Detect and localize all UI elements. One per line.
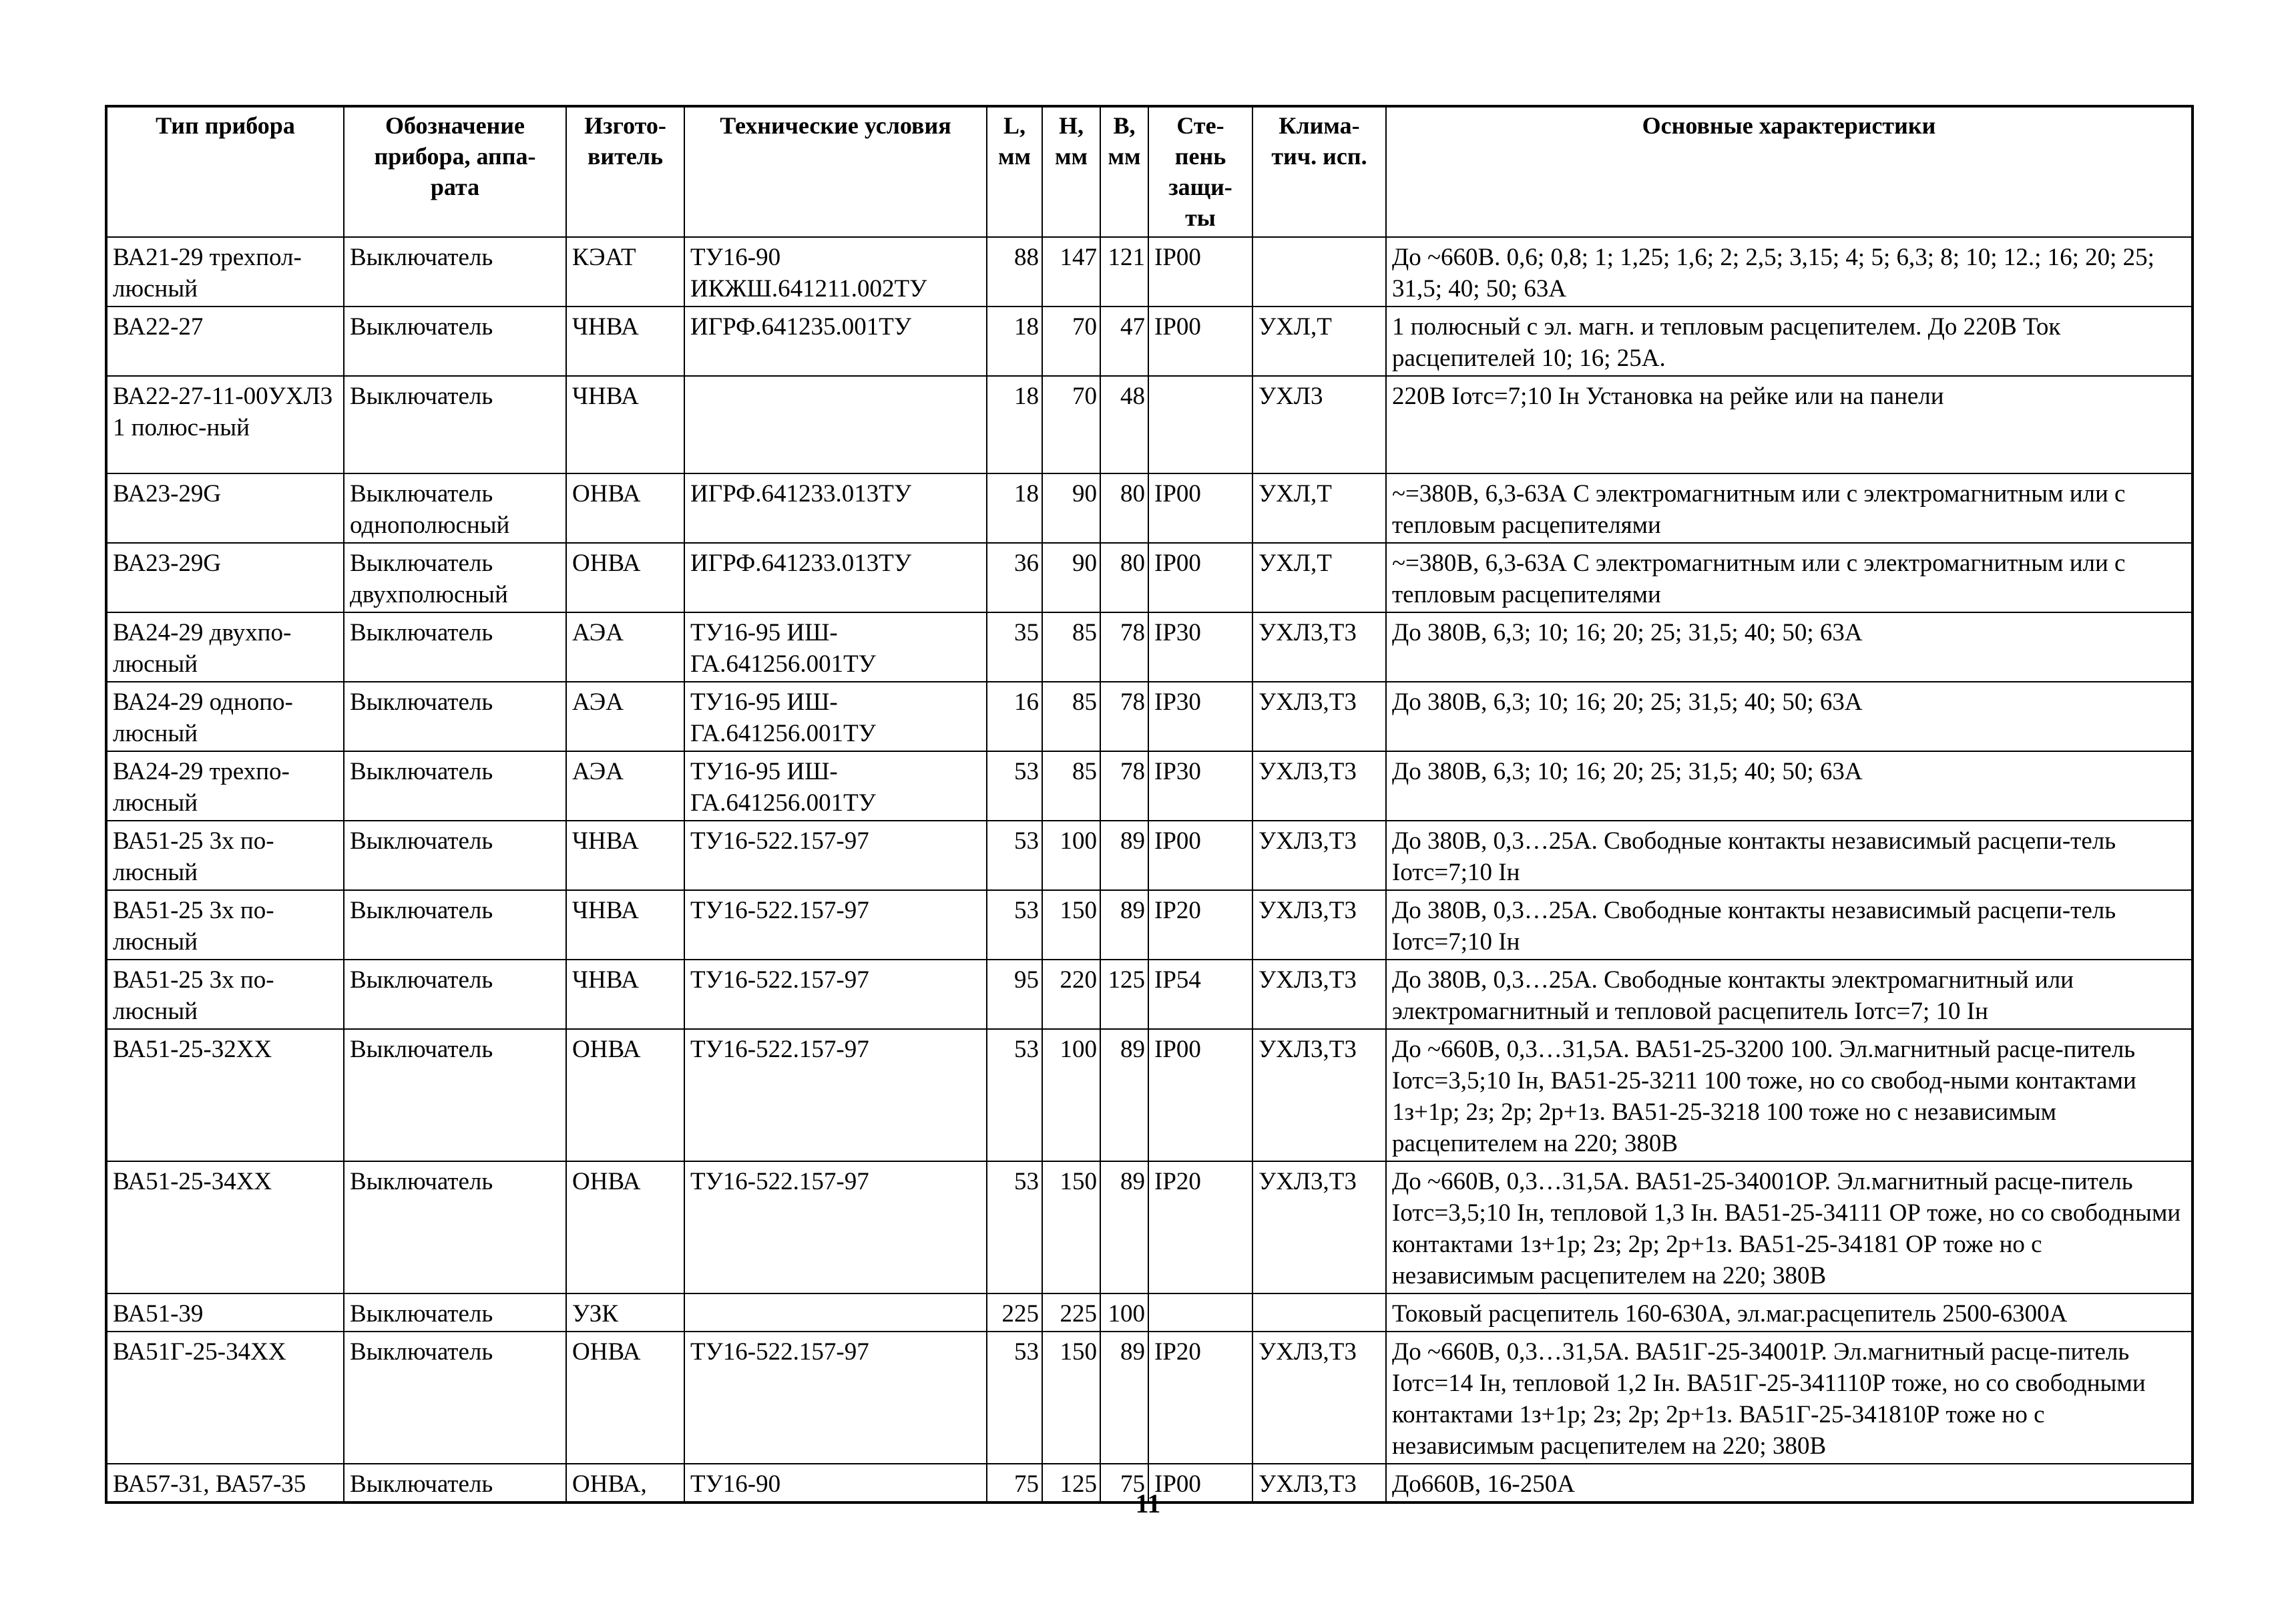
cell-b: 89: [1100, 1332, 1148, 1464]
cell-type: ВА24-29 двухпо-люсный: [106, 612, 344, 682]
cell-chars: 1 полюсный с эл. магн. и тепловым расцепителем. До 220В Ток расцепителей 10; 16; 25А.: [1386, 307, 2193, 376]
table-row: [106, 1161, 2193, 1293]
cell-l: 53: [987, 821, 1042, 890]
cell-type: ВА51-25 3х по-люсный: [106, 821, 344, 890]
cell-designation: Выключатель: [344, 1161, 566, 1293]
cell-maker: ЧНВА: [566, 960, 684, 1029]
header-tech: Технические условия: [684, 106, 987, 237]
cell-h: 100: [1042, 1029, 1100, 1161]
cell-h: 150: [1042, 1161, 1100, 1293]
cell-designation: Выключатель: [344, 1332, 566, 1464]
cell-designation: Выключатель: [344, 376, 566, 473]
cell-designation: Выключатель: [344, 237, 566, 307]
cell-ip: IP00: [1148, 821, 1252, 890]
table-row: [106, 612, 2193, 682]
cell-b: 121: [1100, 237, 1148, 307]
cell-h: 70: [1042, 307, 1100, 376]
cell-climate: УХЛ3,Т3: [1252, 682, 1386, 751]
cell-type: ВА24-29 трехпо-люсный: [106, 751, 344, 821]
cell-tech: ТУ16-522.157-97: [684, 1332, 987, 1464]
cell-ip: IP20: [1148, 1332, 1252, 1464]
cell-b: 75: [1100, 1464, 1148, 1502]
cell-b: 47: [1100, 307, 1148, 376]
cell-type: ВА57-31, ВА57-35: [106, 1464, 344, 1502]
cell-h: 85: [1042, 751, 1100, 821]
cell-designation: Выключатель: [344, 1293, 566, 1332]
table-row: [106, 682, 2193, 751]
cell-l: 36: [987, 543, 1042, 612]
header-b: B, мм: [1100, 106, 1148, 237]
cell-tech: ТУ16-90 ИКЖШ.641211.002ТУ: [684, 237, 987, 307]
cell-chars: До 380В, 6,3; 10; 16; 20; 25; 31,5; 40; 50; 63А: [1386, 751, 2193, 821]
cell-type: ВА22-27-11-00УХЛ3 1 полюс-ный: [106, 376, 344, 473]
cell-climate: УХЛ,Т: [1252, 307, 1386, 376]
page-number: 11: [1135, 1488, 1161, 1519]
cell-h: 225: [1042, 1293, 1100, 1332]
cell-h: 85: [1042, 682, 1100, 751]
cell-b: 89: [1100, 1161, 1148, 1293]
cell-maker: ЧНВА: [566, 376, 684, 473]
cell-l: 88: [987, 237, 1042, 307]
cell-l: 75: [987, 1464, 1042, 1502]
cell-ip: IP00: [1148, 237, 1252, 307]
cell-designation: Выключатель: [344, 821, 566, 890]
cell-chars: До 380В, 0,3…25А. Свободные контакты независимый расцепи-тель Iотс=7;10 Iн: [1386, 890, 2193, 960]
cell-chars: ~=380В, 6,3-63А С электромагнитным или с электромагнитным или с тепловым расцепителями: [1386, 543, 2193, 612]
cell-chars: До ~660В, 0,3…31,5А. ВА51-25-34001ОР. Эл.магнитный расце-питель Iотс=3,5;10 Iн, тепловой 1,3 Iн. ВА51-25-34111 ОР тоже, но со свободными контактами 1з+1р; 2з; 2р; 2р+1з. ВА51-25-34181 ОР тоже но с независимым расцепителем на 220; 380В: [1386, 1161, 2193, 1293]
cell-type: ВА24-29 однопо-люсный: [106, 682, 344, 751]
cell-designation: Выключатель: [344, 890, 566, 960]
header-h: H, мм: [1042, 106, 1100, 237]
cell-chars: 220В Iотс=7;10 Iн Установка на рейке или на панели: [1386, 376, 2193, 473]
cell-maker: УЗК: [566, 1293, 684, 1332]
table-row: [106, 890, 2193, 960]
cell-type: ВА23-29G: [106, 543, 344, 612]
cell-b: 78: [1100, 612, 1148, 682]
cell-maker: ОНВА: [566, 1029, 684, 1161]
cell-ip: IP20: [1148, 890, 1252, 960]
cell-ip: [1148, 1293, 1252, 1332]
cell-climate: УХЛ3,Т3: [1252, 890, 1386, 960]
cell-climate: [1252, 237, 1386, 307]
cell-climate: УХЛ3,Т3: [1252, 1029, 1386, 1161]
header-designation: Обозначение прибора, аппа-рата: [344, 106, 566, 237]
cell-h: 70: [1042, 376, 1100, 473]
table-row: [106, 1332, 2193, 1464]
table-row: [106, 473, 2193, 543]
header-climate: Клима-тич. исп.: [1252, 106, 1386, 237]
cell-ip: IP00: [1148, 1464, 1252, 1502]
cell-l: 53: [987, 1161, 1042, 1293]
cell-chars: До ~660В, 0,3…31,5А. ВА51-25-3200 100. Эл.магнитный расце-питель Iотс=3,5;10 Iн, ВА51-25-3211 100 тоже, но со свобод-ными контактами 1з+1р; 2з; 2р; 2р+1з. ВА51-25-3218 100 тоже но с независимым расцепителем на 220; 380В: [1386, 1029, 2193, 1161]
cell-chars: До660В, 16-250А: [1386, 1464, 2193, 1502]
cell-chars: До ~660В. 0,6; 0,8; 1; 1,25; 1,6; 2; 2,5; 3,15; 4; 5; 6,3; 8; 10; 12.; 16; 20; 25; 31,5; 40; 50; 63А: [1386, 237, 2193, 307]
cell-type: ВА51Г-25-34ХХ: [106, 1332, 344, 1464]
cell-designation: Выключатель: [344, 307, 566, 376]
cell-maker: ЧНВА: [566, 821, 684, 890]
cell-type: ВА51-25-32ХХ: [106, 1029, 344, 1161]
cell-chars: До 380В, 6,3; 10; 16; 20; 25; 31,5; 40; 50; 63А: [1386, 612, 2193, 682]
cell-type: ВА23-29G: [106, 473, 344, 543]
cell-ip: IP30: [1148, 682, 1252, 751]
table-row: [106, 1293, 2193, 1332]
table-row: [106, 960, 2193, 1029]
cell-maker: ОНВА: [566, 473, 684, 543]
cell-maker: ОНВА: [566, 1332, 684, 1464]
cell-designation: Выключатель: [344, 1029, 566, 1161]
cell-ip: IP54: [1148, 960, 1252, 1029]
cell-l: 225: [987, 1293, 1042, 1332]
cell-b: 89: [1100, 1029, 1148, 1161]
cell-ip: IP20: [1148, 1161, 1252, 1293]
cell-maker: ЧНВА: [566, 890, 684, 960]
table-row: [106, 376, 2193, 473]
cell-tech: ТУ16-522.157-97: [684, 1161, 987, 1293]
header-type: Тип прибора: [106, 106, 344, 237]
cell-designation: Выключатель однополюсный: [344, 473, 566, 543]
cell-h: 100: [1042, 821, 1100, 890]
cell-b: 89: [1100, 890, 1148, 960]
cell-tech: ТУ16-522.157-97: [684, 960, 987, 1029]
cell-maker: ЧНВА: [566, 307, 684, 376]
cell-l: 18: [987, 473, 1042, 543]
cell-ip: IP00: [1148, 1029, 1252, 1161]
cell-l: 53: [987, 1029, 1042, 1161]
cell-h: 90: [1042, 543, 1100, 612]
cell-l: 53: [987, 890, 1042, 960]
cell-chars: До 380В, 0,3…25А. Свободные контакты электромагнитный или электромагнитный и тепловой расцепитель Iотс=7; 10 Iн: [1386, 960, 2193, 1029]
cell-climate: УХЛ3,Т3: [1252, 612, 1386, 682]
header-maker: Изгото-витель: [566, 106, 684, 237]
cell-tech: ИГРФ.641233.013ТУ: [684, 473, 987, 543]
cell-designation: Выключатель: [344, 960, 566, 1029]
cell-b: 100: [1100, 1293, 1148, 1332]
cell-climate: УХЛ3,Т3: [1252, 960, 1386, 1029]
cell-designation: Выключатель: [344, 682, 566, 751]
cell-ip: IP00: [1148, 543, 1252, 612]
cell-ip: IP30: [1148, 612, 1252, 682]
table-row: [106, 751, 2193, 821]
cell-type: ВА51-25-34ХХ: [106, 1161, 344, 1293]
cell-chars: До 380В, 0,3…25А. Свободные контакты независимый расцепи-тель Iотс=7;10 Iн: [1386, 821, 2193, 890]
cell-type: ВА21-29 трехпол-люсный: [106, 237, 344, 307]
cell-b: 48: [1100, 376, 1148, 473]
cell-type: ВА51-25 3х по-люсный: [106, 890, 344, 960]
cell-h: 147: [1042, 237, 1100, 307]
table-row: [106, 1029, 2193, 1161]
cell-h: 150: [1042, 890, 1100, 960]
cell-maker: КЭАТ: [566, 237, 684, 307]
cell-climate: УХЛ,Т: [1252, 473, 1386, 543]
cell-ip: IP00: [1148, 473, 1252, 543]
table-row: [106, 307, 2193, 376]
table-row: [106, 821, 2193, 890]
cell-maker: АЭА: [566, 682, 684, 751]
cell-tech: [684, 1293, 987, 1332]
cell-l: 35: [987, 612, 1042, 682]
cell-chars: ~=380В, 6,3-63А С электромагнитным или с электромагнитным или с тепловым расцепителями: [1386, 473, 2193, 543]
cell-designation: Выключатель двухполюсный: [344, 543, 566, 612]
cell-ip: IP00: [1148, 307, 1252, 376]
cell-maker: ОНВА,: [566, 1464, 684, 1502]
cell-type: ВА51-25 3х по-люсный: [106, 960, 344, 1029]
cell-tech: ТУ16-95 ИШ-ГА.641256.001ТУ: [684, 682, 987, 751]
cell-tech: [684, 376, 987, 473]
cell-l: 18: [987, 307, 1042, 376]
cell-climate: УХЛ3,Т3: [1252, 751, 1386, 821]
cell-designation: Выключатель: [344, 751, 566, 821]
cell-l: 53: [987, 751, 1042, 821]
cell-ip: IP30: [1148, 751, 1252, 821]
cell-tech: ИГРФ.641233.013ТУ: [684, 543, 987, 612]
cell-climate: УХЛ3,Т3: [1252, 821, 1386, 890]
cell-tech: ТУ16-95 ИШ-ГА.641256.001ТУ: [684, 751, 987, 821]
cell-designation: Выключатель: [344, 1464, 566, 1502]
cell-b: 125: [1100, 960, 1148, 1029]
cell-h: 90: [1042, 473, 1100, 543]
cell-chars: До ~660В, 0,3…31,5А. ВА51Г-25-34001Р. Эл.магнитный расце-питель Iотс=14 Iн, тепловой 1,2 Iн. ВА51Г-25-341110Р тоже, но со свободными контактами 1з+1р; 2з; 2р; 2р+1з. ВА51Г-25-341810Р тоже но с независимым расцепителем на 220; 380В: [1386, 1332, 2193, 1464]
cell-b: 78: [1100, 682, 1148, 751]
cell-climate: УХЛ,Т: [1252, 543, 1386, 612]
cell-l: 18: [987, 376, 1042, 473]
spec-table: [105, 105, 2194, 1504]
cell-tech: ТУ16-522.157-97: [684, 821, 987, 890]
cell-ip: [1148, 376, 1252, 473]
header-l: L, мм: [987, 106, 1042, 237]
cell-maker: АЭА: [566, 751, 684, 821]
cell-tech: ТУ16-90: [684, 1464, 987, 1502]
cell-b: 78: [1100, 751, 1148, 821]
cell-tech: ТУ16-95 ИШ-ГА.641256.001ТУ: [684, 612, 987, 682]
cell-climate: УХЛ3: [1252, 376, 1386, 473]
cell-maker: АЭА: [566, 612, 684, 682]
cell-maker: ОНВА: [566, 1161, 684, 1293]
cell-chars: До 380В, 6,3; 10; 16; 20; 25; 31,5; 40; 50; 63А: [1386, 682, 2193, 751]
cell-maker: ОНВА: [566, 543, 684, 612]
cell-h: 125: [1042, 1464, 1100, 1502]
cell-climate: [1252, 1293, 1386, 1332]
cell-tech: ТУ16-522.157-97: [684, 1029, 987, 1161]
cell-designation: Выключатель: [344, 612, 566, 682]
header-row: [106, 106, 2193, 237]
header-chars: Основные характеристики: [1386, 106, 2193, 237]
table-row: [106, 543, 2193, 612]
cell-tech: ТУ16-522.157-97: [684, 890, 987, 960]
cell-type: ВА51-39: [106, 1293, 344, 1332]
cell-climate: УХЛ3,Т3: [1252, 1464, 1386, 1502]
cell-tech: ИГРФ.641235.001ТУ: [684, 307, 987, 376]
cell-b: 89: [1100, 821, 1148, 890]
cell-l: 53: [987, 1332, 1042, 1464]
table-row: [106, 237, 2193, 307]
cell-h: 85: [1042, 612, 1100, 682]
cell-l: 95: [987, 960, 1042, 1029]
cell-b: 80: [1100, 473, 1148, 543]
cell-chars: Токовый расцепитель 160-630А, эл.маг.расцепитель 2500-6300А: [1386, 1293, 2193, 1332]
cell-h: 150: [1042, 1332, 1100, 1464]
cell-b: 80: [1100, 543, 1148, 612]
cell-h: 220: [1042, 960, 1100, 1029]
cell-climate: УХЛ3,Т3: [1252, 1161, 1386, 1293]
cell-type: ВА22-27: [106, 307, 344, 376]
header-ip: Сте-пень защи-ты: [1148, 106, 1252, 237]
cell-climate: УХЛ3,Т3: [1252, 1332, 1386, 1464]
cell-l: 16: [987, 682, 1042, 751]
